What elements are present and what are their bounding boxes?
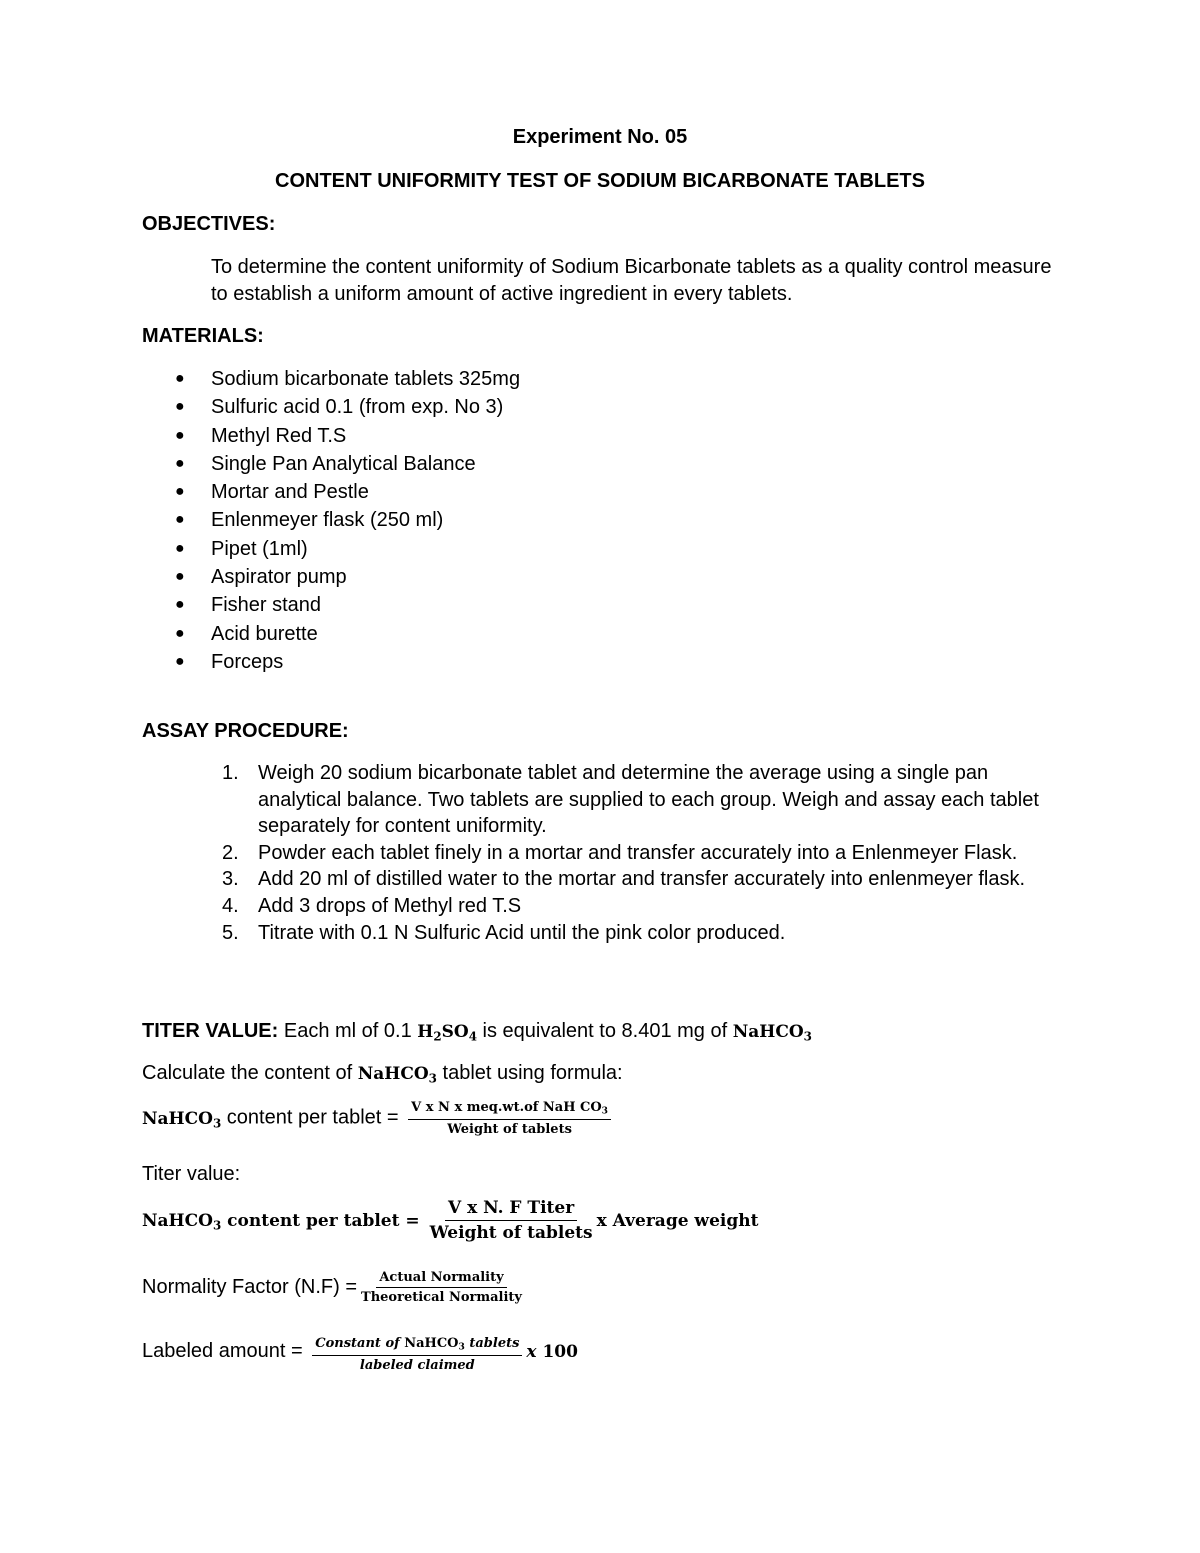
material-item-text: Acid burette	[211, 622, 318, 645]
bullet-icon: ●	[175, 539, 185, 557]
fraction-numerator: V x N x meq.wt.of NaH $CO_3$	[408, 1100, 611, 1120]
material-item	[168, 393, 520, 421]
material-item-text: Sulfuric acid 0.1 (from exp. No 3)	[211, 396, 504, 419]
step-number: 3.	[222, 868, 239, 891]
material-item	[168, 422, 520, 450]
assay-steps	[210, 760, 1060, 946]
step-text: Titrate with 0.1 N Sulfuric Acid until the pink color produced.	[258, 921, 786, 944]
fraction-numerator: V x N. F Titer	[445, 1198, 577, 1221]
bullet-icon: ●	[175, 624, 185, 642]
fraction-numerator: Constant of NaHCO$_3$ tablets	[312, 1330, 522, 1356]
sulfuric-acid-formula: $H_2SO_4$	[417, 1022, 477, 1044]
bullet-icon: ●	[175, 483, 185, 501]
step-number: 1.	[222, 762, 239, 784]
materials-heading: MATERIALS:	[142, 325, 264, 347]
material-item-text: Forceps	[211, 650, 284, 673]
step-number: 2.	[222, 841, 239, 864]
material-item	[168, 450, 520, 478]
titer-value-label: Titer value:	[142, 1163, 241, 1185]
material-item	[168, 535, 520, 563]
fraction-denominator: Theoretical Normality	[361, 1290, 522, 1305]
fraction	[408, 1100, 611, 1137]
material-item-text: Single Pan Analytical Balance	[211, 452, 476, 475]
bullet-icon: ●	[175, 370, 185, 387]
assay-step	[210, 840, 1060, 867]
material-item	[168, 365, 520, 393]
material-item	[168, 506, 520, 534]
material-item-text: Sodium bicarbonate tablets 325mg	[211, 368, 521, 390]
fraction-numerator: Actual Normality	[376, 1270, 506, 1288]
bullet-icon: ●	[175, 426, 185, 444]
step-number: 4.	[222, 894, 239, 917]
material-item-text: Mortar and Pestle	[211, 481, 369, 504]
assay-step	[210, 893, 1060, 920]
step-text: Powder each tablet finely in a mortar and transfer accurately into a Enlenmeyer Flask.	[258, 841, 1018, 864]
bullet-icon: ●	[175, 596, 185, 614]
assay-step	[210, 760, 1060, 840]
formula-normality-factor: Normality Factor (N.F) = $\frac{\text{Actual Normality}}{\text{Theoretical Normality}}$	[142, 1270, 522, 1305]
bullet-icon: ●	[175, 652, 185, 670]
sodium-bicarbonate-formula: NaHCO$_3$	[357, 1064, 437, 1086]
material-item	[168, 591, 520, 619]
bullet-icon: ●	[175, 511, 185, 529]
step-number: 5.	[222, 921, 239, 944]
formula-titer-content: NaHCO$_3$ content per tablet = $\frac{\text{V x N. F Titer}}{\text{Weight of tablets}}$ x Average weight	[142, 1198, 759, 1243]
bullet-icon: ●	[175, 398, 185, 416]
titer-value-line: TITER VALUE: Each ml of 0.1 $H_2SO_4$ is equivalent to 8.401 mg of NaHCO$_3$	[142, 1020, 812, 1044]
assay-step	[210, 866, 1060, 893]
step-text: Weigh 20 sodium bicarbonate tablet and determine the average using a single pan analytical balance. Two tablets are supplied to each group. Weigh and assay each tablet separately for content uniformity.	[258, 762, 1039, 838]
material-item	[168, 620, 520, 648]
formula-labeled-amount: Labeled amount = $\frac{Constant of NaHCO_3 tablets}{\text{labeled claimed}}$ x 100	[142, 1330, 578, 1373]
material-item	[168, 563, 520, 591]
step-text: Add 3 drops of Methyl red T.S	[258, 894, 522, 917]
material-item	[168, 478, 520, 506]
fraction-denominator: Weight of tablets	[429, 1223, 593, 1243]
titer-label: TITER VALUE:	[142, 1020, 279, 1042]
fraction-denominator: labeled claimed	[359, 1358, 475, 1373]
material-item-text: Pipet (1ml)	[211, 537, 308, 560]
material-item-text: Fisher stand	[211, 594, 322, 617]
step-text: Add 20 ml of distilled water to the mortar and transfer accurately into enlenmeyer flask.	[258, 868, 1026, 891]
formula-content-per-tablet: NaHCO$_3$ content per tablet = $\frac{V x N x meq.wt.of NaH CO_3}{\text{Weight of tablets}}$	[142, 1100, 615, 1137]
materials-list	[168, 365, 520, 676]
experiment-number: Experiment No. 05	[512, 126, 688, 148]
sodium-bicarbonate-formula: NaHCO$_3$	[732, 1022, 812, 1044]
assay-heading: ASSAY PROCEDURE:	[142, 720, 349, 742]
objectives-heading: OBJECTIVES:	[142, 213, 276, 235]
calculate-line: Calculate the content of NaHCO$_3$ tablet using formula:	[142, 1062, 623, 1086]
material-item-text: Methyl Red T.S	[211, 424, 347, 447]
material-item	[168, 648, 520, 676]
bullet-icon: ●	[175, 568, 185, 586]
material-item-text: Aspirator pump	[211, 566, 347, 589]
fraction	[361, 1270, 522, 1305]
fraction	[312, 1330, 522, 1373]
fraction-denominator: Weight of tablets	[447, 1121, 572, 1137]
objectives-text: To determine the content uniformity of Sodium Bicarbonate tablets as a quality control measure to establish a uniform amount of active ingredient in every tablets.	[211, 256, 1052, 305]
assay-step	[210, 920, 1060, 947]
document-title: CONTENT UNIFORMITY TEST OF SODIUM BICARBONATE TABLETS	[275, 170, 925, 192]
material-item-text: Enlenmeyer flask (250 ml)	[211, 509, 444, 532]
fraction	[430, 1198, 593, 1243]
bullet-icon: ●	[175, 454, 185, 472]
